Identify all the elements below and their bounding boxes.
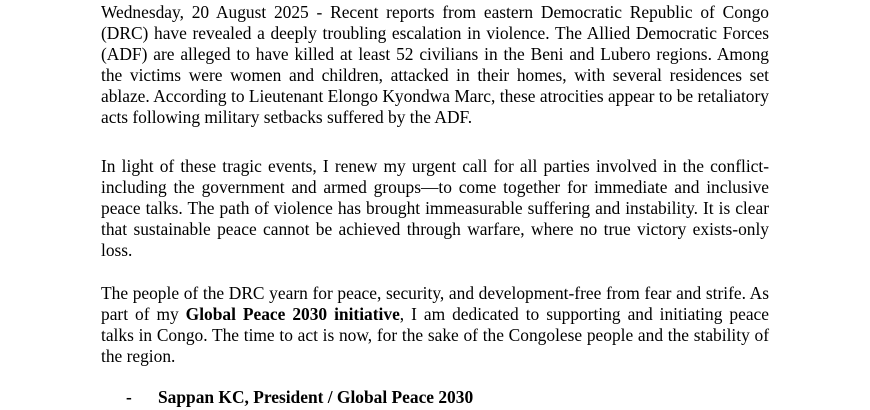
paragraph-report: Wednesday, 20 August 2025 - Recent reports from eastern Democratic Republic of Congo (DRC) have revealed a deeply troubling escalation in violence. The Allied Democratic Forces (ADF) are alleged to have killed at least 52 civilians in the Beni and Lubero regions. Among the victims were women and children, attacked in their homes, with several residences set ablaze. According to Lieutenant Elongo Kyondwa Marc, these atrocities appear to be retaliatory acts following military setbacks suffered by the ADF. xyxy=(101,2,769,127)
signature-text: Sappan KC, President / Global Peace 2030 xyxy=(158,387,474,407)
paragraph-initiative xyxy=(101,283,769,367)
signature-dash: - xyxy=(126,387,132,407)
initiative-name: Global Peace 2030 initiative xyxy=(185,304,400,324)
paragraph-initiative-before: The people of the DRC yearn for peace, security, and development-free from fear and strife. As part of my xyxy=(101,283,769,324)
signature-line xyxy=(126,387,473,408)
paragraph-initiative-after: , I am dedicated to supporting and initiating peace talks in Congo. The time to act is now, for the sake of the Congolese people and the stability of the region. xyxy=(101,304,769,366)
paragraph-call-for-peace: In light of these tragic events, I renew my urgent call for all parties involved in the conflict-including the government and armed groups—to come together for immediate and inclusive peace talks. The path of violence has brought immeasurable suffering and instability. It is clear that sustainable peace cannot be achieved through warfare, where no true victory exists-only loss. xyxy=(101,156,769,260)
